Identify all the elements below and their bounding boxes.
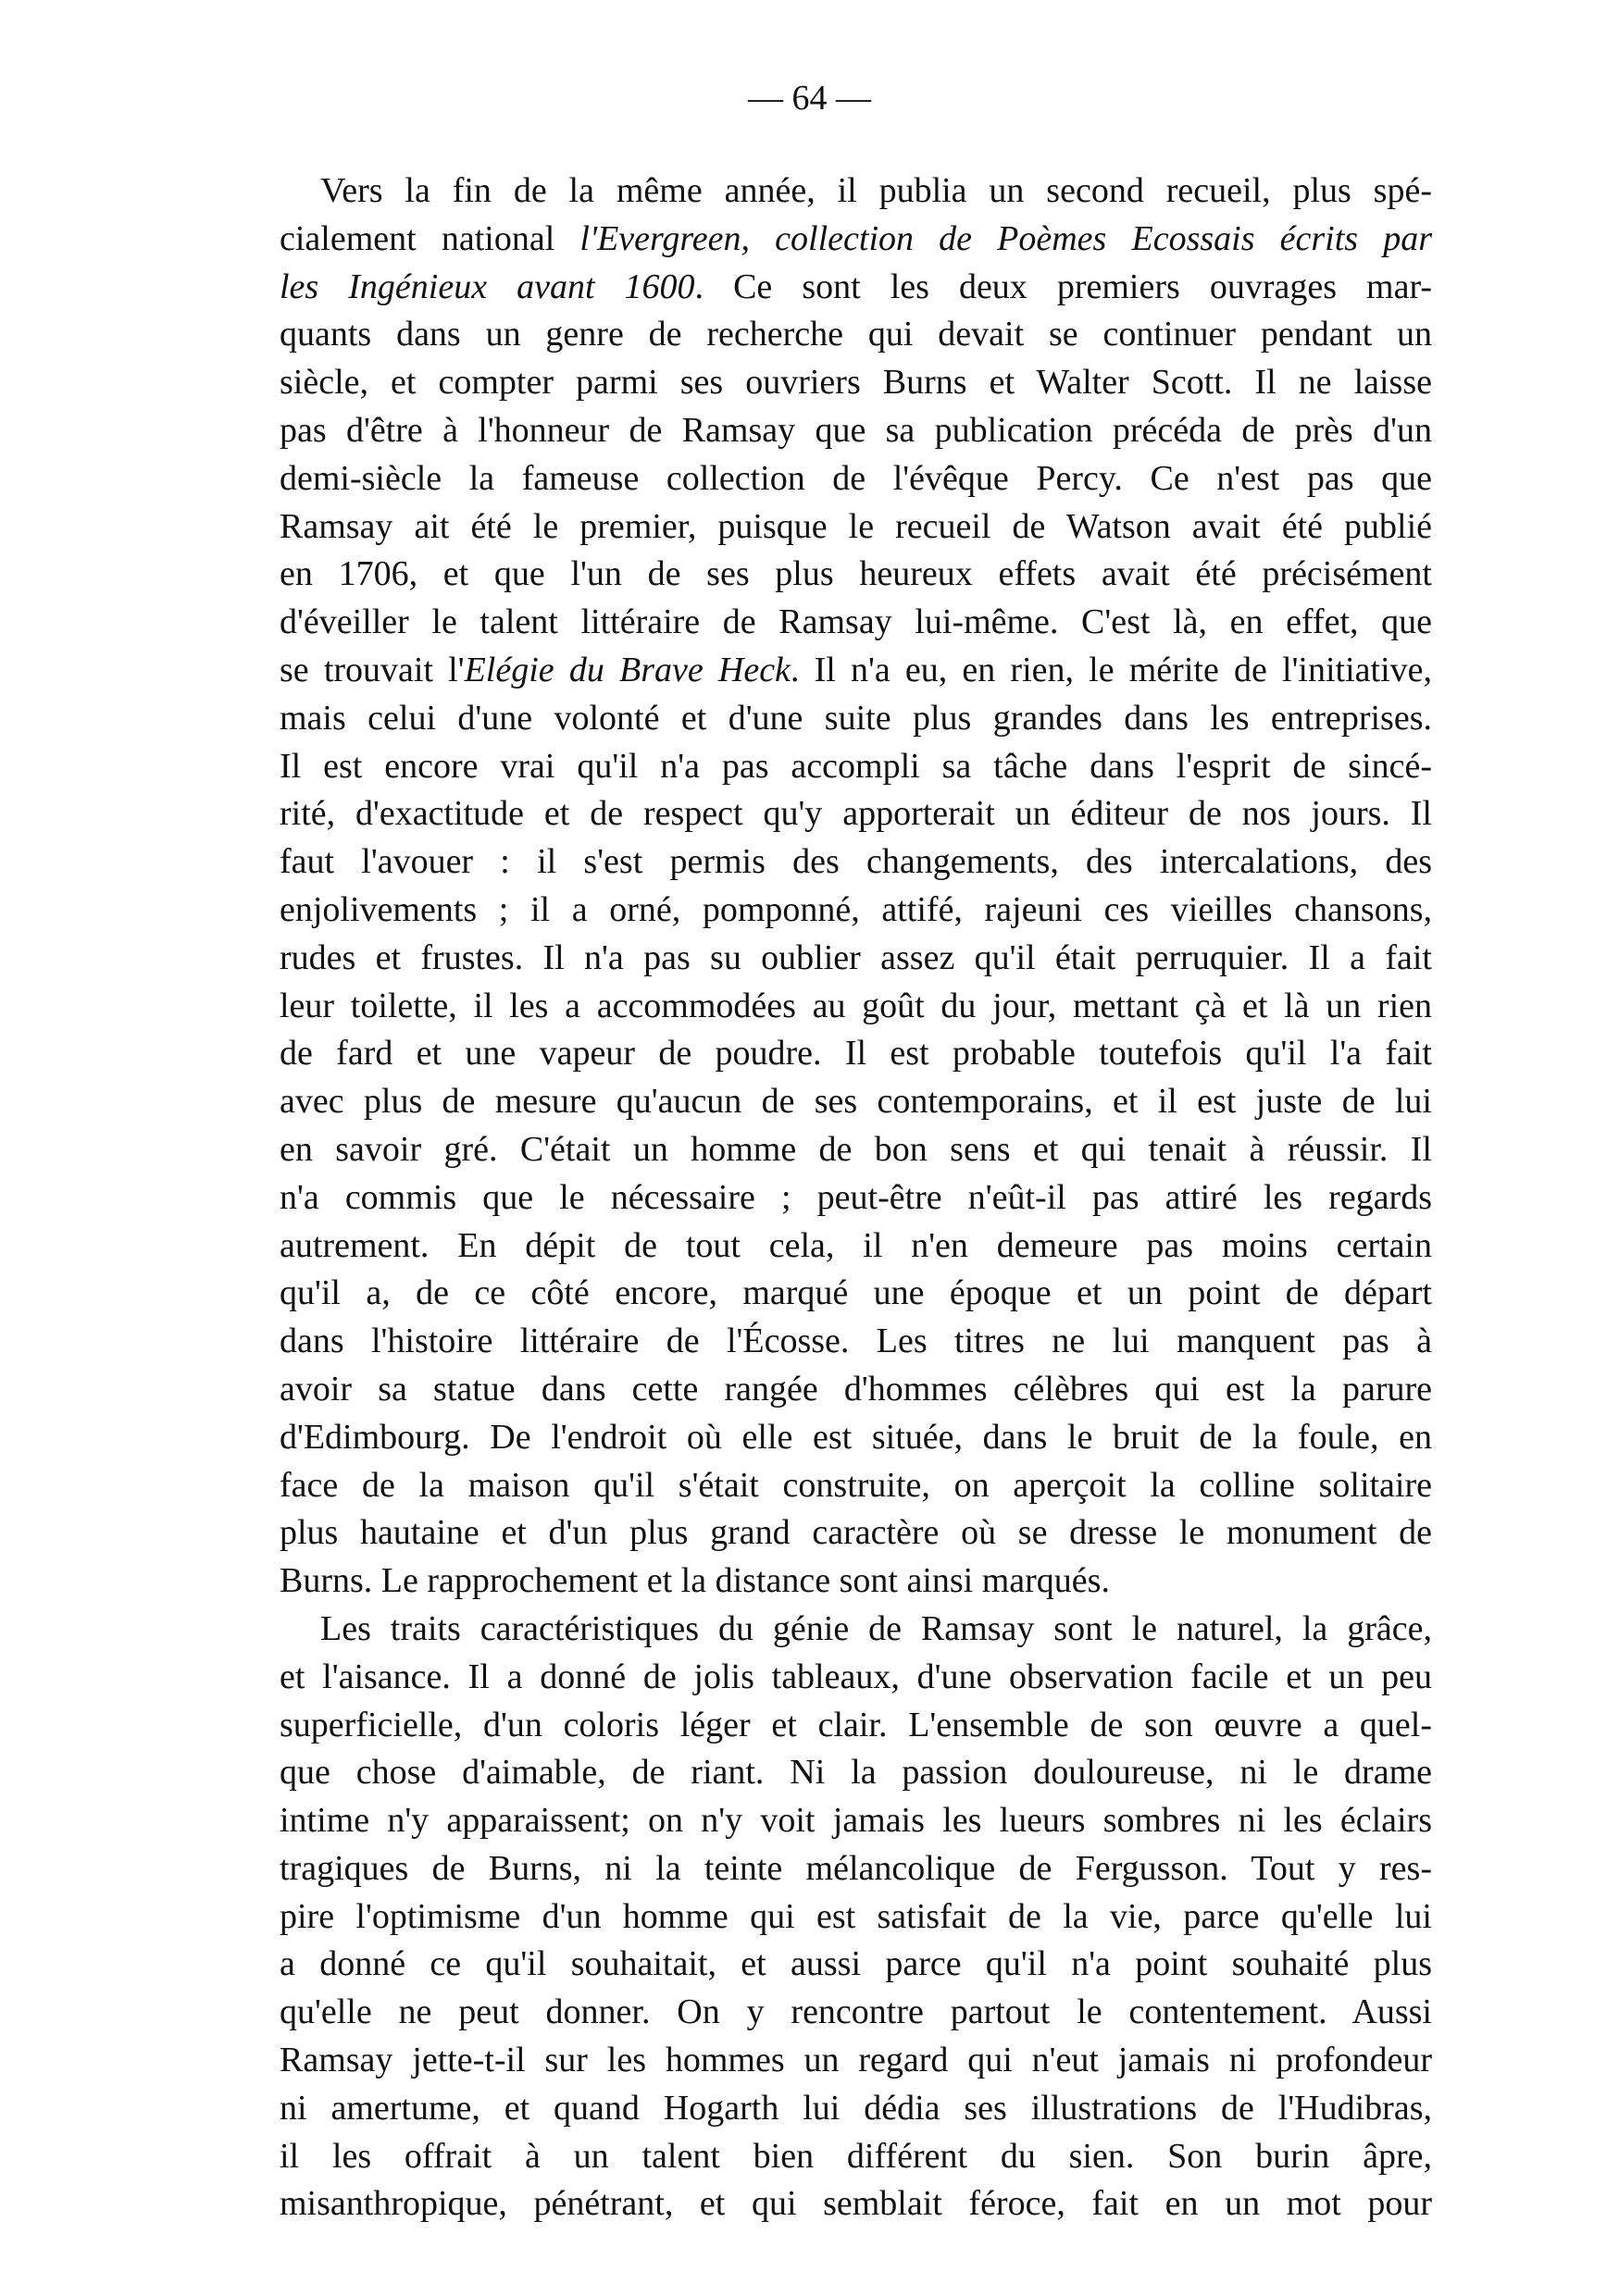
text-segment: autrement. En dépit de tout cela, il n'en demeure pas moins certain [280, 1225, 1432, 1265]
text-line [280, 1893, 1432, 1942]
text-segment: avec plus de mesure qu'aucun de ses contemporains, et il est juste de lui [280, 1082, 1432, 1122]
text-line [280, 1270, 1432, 1318]
text-line [280, 1126, 1432, 1174]
text-segment: demi-siècle la fameuse collection de l'évêque Percy. Ce n'est pas que [280, 458, 1432, 498]
text-segment: en savoir gré. C'était un homme de bon sens et qui tenait à réussir. Il [280, 1129, 1432, 1169]
text-line [280, 1509, 1432, 1558]
text-segment: pas d'être à l'honneur de Ramsay que sa publication précéda de près d'un [280, 410, 1432, 450]
text-segment: de fard et une vapeur de poudre. Il est probable toutefois qu'il l'a fait [280, 1034, 1432, 1074]
text-line [280, 2180, 1432, 2228]
text-segment: d'Edimbourg. De l'endroit où elle est située, dans le bruit de la foule, en [280, 1417, 1432, 1457]
text-line [280, 2133, 1432, 2181]
text-line [280, 1222, 1432, 1271]
text-line [280, 1414, 1432, 1462]
text-segment: que chose d'aimable, de riant. Ni la passion douloureuse, ni le drame [280, 1753, 1432, 1793]
text-segment: Burns. Le rapprochement et la distance sont ainsi marqués. [280, 1561, 1110, 1601]
text-line [280, 1989, 1432, 2037]
text-segment: . Il n'a eu, en rien, le mérite de l'initiative, [790, 650, 1432, 689]
text-line [280, 407, 1432, 455]
text-line [280, 1366, 1432, 1414]
text-segment: qu'elle ne peut donner. On y rencontre partout le contentement. Aussi [280, 1992, 1432, 2032]
body-text [280, 168, 1432, 2228]
text-line [280, 935, 1432, 983]
italic-title: l'Evergreen, collection de Poèmes Ecossais écrits par [579, 218, 1432, 258]
text-line [280, 1462, 1432, 1510]
text-line [280, 1845, 1432, 1893]
text-segment: il les offrait à un talent bien différent du sien. Son burin âpre, [280, 2136, 1432, 2176]
text-line [280, 1797, 1432, 1845]
text-line [280, 311, 1432, 359]
text-line [280, 551, 1432, 599]
text-line [280, 599, 1432, 647]
text-segment: . Ce sont les deux premiers ouvrages mar- [694, 267, 1432, 306]
text-segment: avoir sa statue dans cette rangée d'hommes célèbres qui est la parure [280, 1369, 1432, 1409]
text-line [280, 1749, 1432, 1797]
text-line [280, 983, 1432, 1031]
text-segment: cialement national [280, 218, 580, 258]
italic-title: Elégie du Brave Heck [464, 650, 791, 689]
text-segment: dans l'histoire littéraire de l'Écosse. Les titres ne lui manquent pas à [280, 1322, 1432, 1361]
text-line [280, 1606, 1432, 1654]
text-line [280, 2037, 1432, 2085]
text-line [280, 790, 1432, 838]
text-segment: quants dans un genre de recherche qui devait se continuer pendant un [280, 315, 1432, 354]
text-line [280, 455, 1432, 503]
text-line [280, 1318, 1432, 1366]
text-line [280, 887, 1432, 935]
text-segment: n'a commis que le nécessaire ; peut-être n'eût-il pas attiré les regards [280, 1177, 1432, 1217]
text-segment: pire l'optimisme d'un homme qui est satisfait de la vie, parce qu'elle lui [280, 1896, 1432, 1936]
text-segment: intime n'y apparaissent; on n'y voit jamais les lueurs sombres ni les éclairs [280, 1801, 1432, 1841]
text-segment: en 1706, et que l'un de ses plus heureux effets avait été précisément [280, 554, 1432, 594]
text-segment: siècle, et compter parmi ses ouvriers Burns et Walter Scott. Il ne laisse [280, 363, 1432, 403]
text-segment: ni amertume, et quand Hogarth lui dédia ses illustrations de l'Hudibras, [280, 2088, 1432, 2128]
text-segment: rité, d'exactitude et de respect qu'y apporterait un éditeur de nos jours. Il [280, 794, 1432, 834]
text-segment: Ramsay jette-t-il sur les hommes un regard qui n'eut jamais ni profondeur [280, 2041, 1432, 2080]
text-line [280, 1030, 1432, 1078]
text-segment: mais celui d'une volonté et d'une suite plus grandes dans les entreprises. [280, 698, 1432, 738]
page-number: — 64 — [748, 79, 871, 118]
text-segment: leur toilette, il les a accommodées au goût du jour, mettant çà et là un rien [280, 986, 1432, 1025]
text-segment: Vers la fin de la même année, il publia un second recueil, plus spé- [320, 171, 1432, 210]
text-line [280, 647, 1432, 695]
text-segment: et l'aisance. Il a donné de jolis tableaux, d'une observation facile et un peu [280, 1657, 1432, 1696]
text-segment: misanthropique, pénétrant, et qui semblait féroce, fait en un mot pour [280, 2184, 1432, 2224]
text-line [280, 216, 1432, 264]
text-segment: Il est encore vrai qu'il n'a pas accompli sa tâche dans l'esprit de sincé- [280, 746, 1432, 786]
text-line [280, 743, 1432, 791]
text-segment: face de la maison qu'il s'était construite, on aperçoit la colline solitaire [280, 1465, 1432, 1505]
text-line [280, 1078, 1432, 1126]
text-line [280, 1558, 1432, 1606]
text-segment: rudes et frustes. Il n'a pas su oublier assez qu'il était perruquier. Il a fait [280, 937, 1432, 977]
text-segment: d'éveiller le talent littéraire de Ramsay lui-même. C'est là, en effet, que [280, 602, 1432, 642]
text-segment: superficielle, d'un coloris léger et clair. L'ensemble de son œuvre a quel- [280, 1705, 1432, 1744]
text-segment: qu'il a, de ce côté encore, marqué une époque et un point de départ [280, 1273, 1432, 1313]
text-line [280, 264, 1432, 312]
text-line [280, 1702, 1432, 1750]
text-line [280, 838, 1432, 887]
text-segment: plus hautaine et d'un plus grand caractère où se dresse le monument de [280, 1513, 1432, 1553]
text-line [280, 1174, 1432, 1222]
italic-title: les Ingénieux avant 1600 [280, 267, 695, 306]
text-segment: enjolivements ; il a orné, pomponné, attifé, rajeuni ces vieilles chansons, [280, 889, 1432, 929]
text-segment: Les traits caractéristiques du génie de Ramsay sont le naturel, la grâce, [320, 1608, 1432, 1648]
text-line [280, 503, 1432, 552]
text-line [280, 2085, 1432, 2133]
text-line [280, 1941, 1432, 1989]
text-segment: a donné ce qu'il souhaitait, et aussi parce qu'il n'a point souhaité plus [280, 1944, 1432, 1984]
text-line [280, 359, 1432, 407]
text-segment: tragiques de Burns, ni la teinte mélancolique de Fergusson. Tout y res- [280, 1848, 1432, 1888]
text-segment: faut l'avouer : il s'est permis des changements, des intercalations, des [280, 842, 1432, 882]
text-segment: se trouvait l' [280, 650, 465, 689]
text-segment: Ramsay ait été le premier, puisque le recueil de Watson avait été publié [280, 506, 1432, 546]
text-line [280, 695, 1432, 743]
text-line [280, 1654, 1432, 1702]
text-line [280, 168, 1432, 216]
